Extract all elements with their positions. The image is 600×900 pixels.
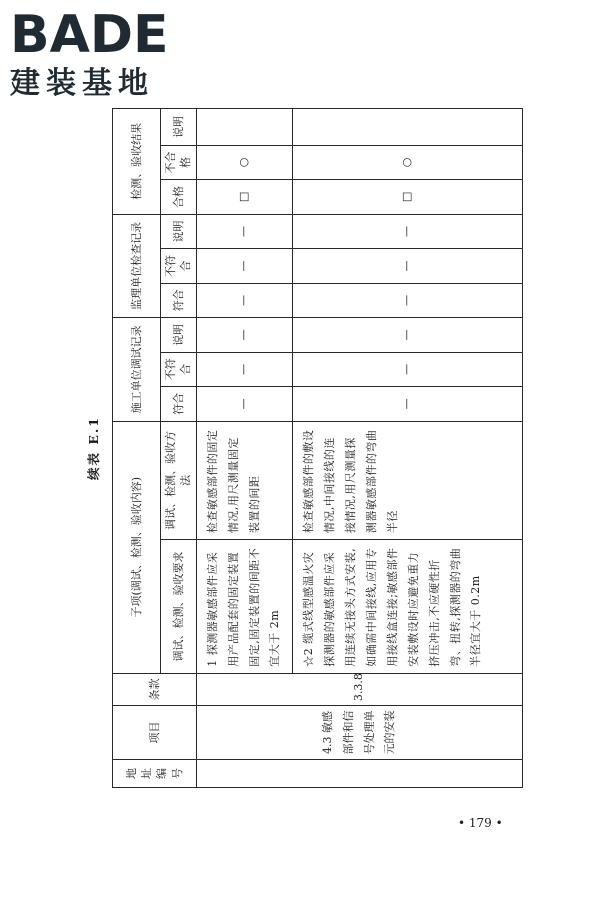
requirement-cell: ☆2 缆式线型感温火灾探测器的敏感部件应采用连续无接头方式安装,如确需中间接线,应用专用接线盒连接;敏感部件安装敷设时应避免重力挤压冲击,不应硬性折弯、扭转,探测器的弯曲半径宜大于 0.2m [293, 540, 523, 674]
table-caption: 续表 E.1 [86, 416, 101, 480]
header-supervision: 监理单位检查记录 [113, 214, 161, 317]
header-result: 检测、验收结果 [113, 109, 161, 215]
clause-cell: 3.3.8 [196, 673, 523, 705]
header-c-pass: 符合 [161, 387, 197, 421]
header-construction: 施工单位调试记录 [113, 318, 161, 421]
c-note-cell: — [196, 318, 293, 353]
header-subitem: 子项(调试、检测、验收内容) [113, 421, 161, 673]
inspection-table [112, 108, 523, 788]
s-pass-cell: — [196, 283, 293, 317]
result-note-cell [196, 109, 293, 146]
header-s-pass: 符合 [161, 283, 197, 317]
table-row [196, 109, 293, 788]
header-c-fail: 不符合 [161, 352, 197, 386]
rotated-table-page [86, 108, 512, 788]
header-unqualified: 不合格 [161, 145, 197, 179]
s-fail-cell: — [293, 249, 523, 283]
s-pass-cell: — [293, 283, 523, 317]
c-fail-cell: — [196, 352, 293, 386]
unqualified-mark[interactable]: ○ [196, 145, 293, 179]
header-item: 项目 [113, 706, 197, 760]
c-note-cell: — [293, 318, 523, 353]
header-method: 调试、检测、验收方法 [161, 421, 197, 540]
c-pass-cell: — [293, 387, 523, 421]
header-c-note: 说明 [161, 318, 197, 353]
header-s-note: 说明 [161, 214, 197, 249]
bade-logo-wordmark [8, 4, 178, 60]
method-cell: 检查敏感部件的敷设情况,中间接线的连接情况,用尺测量探测器敏感部件的弯曲半径 [293, 421, 523, 540]
page-number: • 179 • [458, 816, 503, 830]
c-fail-cell: — [293, 352, 523, 386]
s-note-cell: — [196, 214, 293, 249]
logo-subtitle: 建装基地 [10, 66, 154, 101]
c-pass-cell: — [196, 387, 293, 421]
requirement-cell: 1 探测器敏感部件应采用产品配套的固定装置固定,固定装置的间距不宜大于 2m [196, 540, 293, 674]
seq-cell [196, 759, 523, 787]
s-note-cell: — [293, 214, 523, 249]
header-result-note: 说明 [161, 109, 197, 146]
qualified-checkbox[interactable]: □ [293, 180, 523, 214]
logo-text: BADE [10, 5, 169, 60]
s-fail-cell: — [196, 249, 293, 283]
unqualified-mark[interactable]: ○ [293, 145, 523, 179]
header-qualified: 合格 [161, 180, 197, 214]
header-clause: 条款 [113, 673, 197, 705]
header-requirement: 调试、检测、验收要求 [161, 540, 197, 674]
header-s-fail: 不符合 [161, 249, 197, 283]
result-note-cell [293, 109, 523, 146]
item-cell: 4.3 敏感部件和信号处理单元的安装 [196, 706, 523, 760]
qualified-checkbox[interactable]: □ [196, 180, 293, 214]
method-cell: 检查敏感部件的固定情况,用尺测量固定装置的间距 [196, 421, 293, 540]
header-seq: 地址编号 [113, 759, 197, 787]
